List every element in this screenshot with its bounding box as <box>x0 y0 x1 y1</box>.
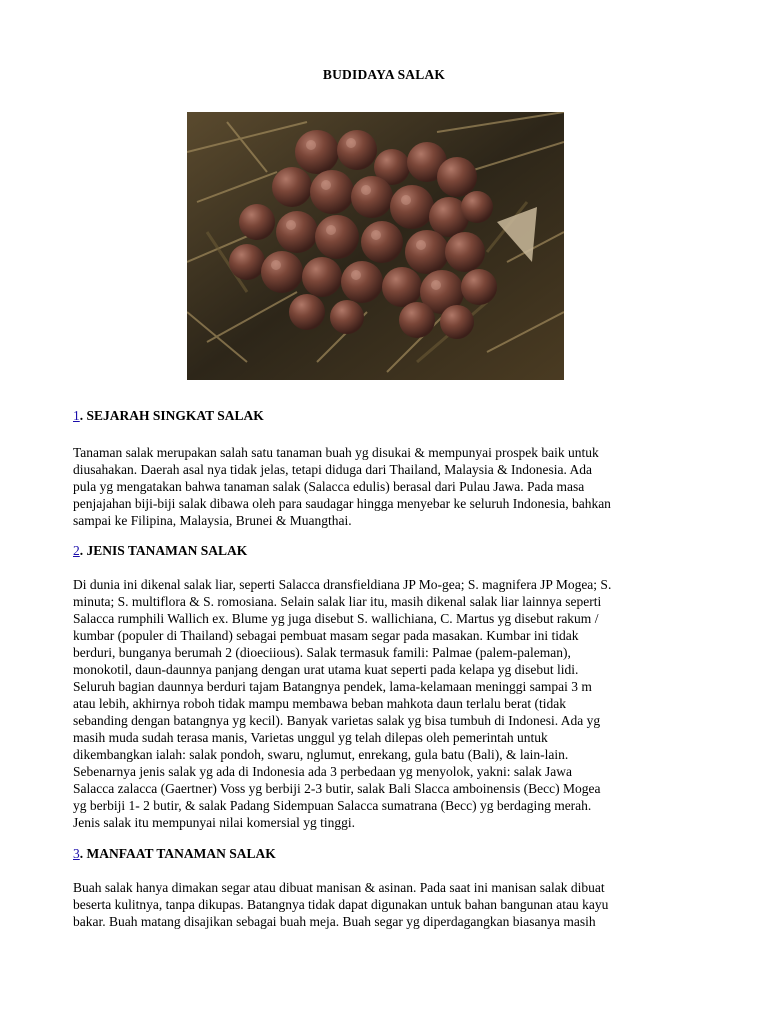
section-body-1 <box>73 444 703 529</box>
section-heading-2 <box>73 543 247 559</box>
section-title-1: . SEJARAH SINGKAT SALAK <box>79 408 264 423</box>
section-number-link-3[interactable]: 3 <box>73 846 80 861</box>
section-number-link-2[interactable]: 2 <box>73 543 80 558</box>
body-line: beserta kulitnya, tanpa dikupas. Batangnya tidak dapat digunakan untuk bahan bangunan atau kayu <box>73 897 609 912</box>
body-line: Salacca zalacca (Gaertner) Voss yg berbiji 2-3 butir, salak Bali Slacca amboinensis (Becc) Mogea <box>73 781 601 796</box>
body-line: sampai ke Filipina, Malaysia, Brunei & Muangthai. <box>73 513 352 528</box>
body-line: masih muda sudah terasa manis, Varietas unggul yg telah dilepas oleh pemerintah untuk <box>73 730 548 745</box>
section-number-link-1[interactable]: 1 <box>73 408 80 423</box>
section-body-3 <box>73 879 703 930</box>
body-line: bakar. Buah matang disajikan sebagai buah meja. Buah segar yg diperdagangkan biasanya masih <box>73 914 596 929</box>
body-line: dikembangkan ialah: salak pondoh, swaru, nglumut, enrekang, gula batu (Bali), & lain-lain. <box>73 747 569 762</box>
body-line: yg berbiji 1- 2 butir, & salak Padang Sidempuan Salacca sumatrana (Becc) yg berdaging merah. <box>73 798 592 813</box>
body-line: kumbar (populer di Thailand) sebagai pembuat masam segar pada masakan. Kumbar ini tidak <box>73 628 579 643</box>
body-line: Salacca rumphili Wallich ex. Blume yg juga disebut S. wallichiana, C. Martus yg disebut rakum / <box>73 611 599 626</box>
page-title: BUDIDAYA SALAK <box>322 67 446 82</box>
section-heading-1 <box>73 408 264 424</box>
section-body-2 <box>73 576 703 831</box>
body-line: sebanding dengan batangnya yg kecil). Banyak varietas salak yg bisa tumbuh di Indonesi. Ada yg <box>73 713 601 728</box>
section-heading-3 <box>73 846 276 862</box>
body-line: Tanaman salak merupakan salah satu tanaman buah yg disukai & mempunyai prospek baik untuk <box>73 445 599 460</box>
section-title-3: . MANFAAT TANAMAN SALAK <box>79 846 276 861</box>
body-line: Sebenarnya jenis salak yg ada di Indonesia ada 3 perbedaan yg menyolok, yakni: salak Jawa <box>73 764 572 779</box>
section-title-2: . JENIS TANAMAN SALAK <box>79 543 248 558</box>
body-line: monokotil, daun-daunnya panjang dengan urat utama kuat seperti pada kelapa yg disebut lidi. <box>73 662 579 677</box>
salak-fruit-photo <box>187 112 564 380</box>
body-line: minuta; S. multiflora & S. romosiana. Selain salak liar itu, masih dikenal salak liar lainnya seperti <box>73 594 602 609</box>
body-line: berduri, bunganya berumah 2 (dioeciious). Salak termasuk famili: Palmae (palem-paleman), <box>73 645 571 660</box>
body-line: Jenis salak itu mempunyai nilai komersial yg tinggi. <box>73 815 355 830</box>
body-line: diusahakan. Daerah asal nya tidak jelas, tetapi diduga dari Thailand, Malaysia & Indonesia. Ada <box>73 462 592 477</box>
body-line: Seluruh bagian daunnya berduri tajam Batangnya pendek, lama-kelamaan meninggi sampai 3 m <box>73 679 592 694</box>
body-line: Di dunia ini dikenal salak liar, seperti Salacca dransfieldiana JP Mo-gea; S. magnifera JP Mogea; S. <box>73 577 612 592</box>
body-line: penjajahan biji-biji salak dibawa oleh para saudagar hingga menyebar ke seluruh Indonesia, bahkan <box>73 496 611 511</box>
salak-fruit-cluster-icon <box>187 112 564 380</box>
body-line: atau lebih, akhirnya roboh tidak mampu membawa beban mahkota daun terlalu berat (tidak <box>73 696 566 711</box>
body-line: Buah salak hanya dimakan segar atau dibuat manisan & asinan. Pada saat ini manisan salak dibuat <box>73 880 605 895</box>
body-line: pula yg mengatakan bahwa tanaman salak (Salacca edulis) berasal dari Pulau Jawa. Pada masa <box>73 479 585 494</box>
